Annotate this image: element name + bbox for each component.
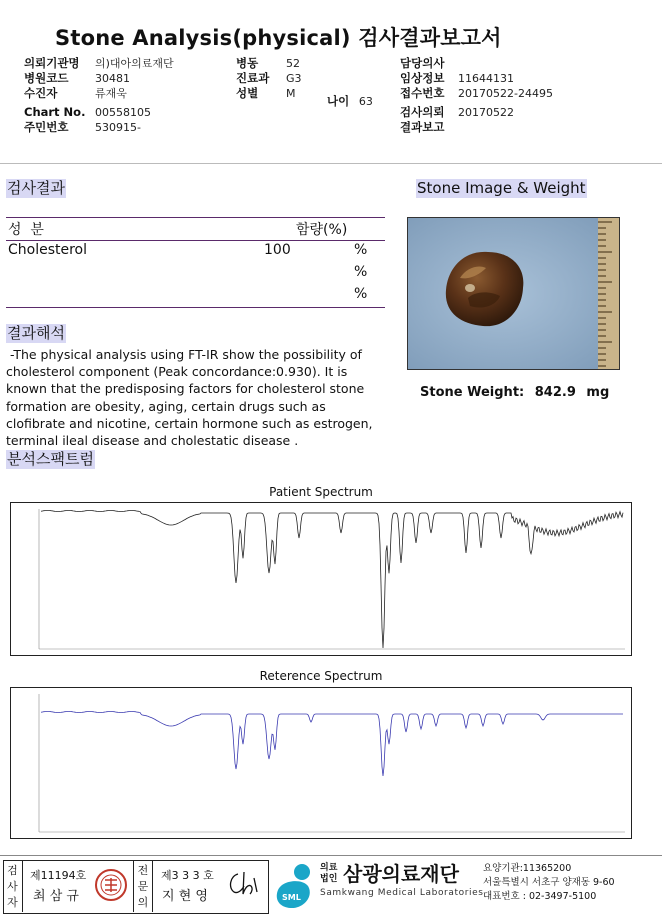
amount-col-header: 함량(%) xyxy=(296,222,348,238)
weight-label: Stone Weight: xyxy=(420,385,525,400)
header-bottom-rule xyxy=(0,163,662,164)
col3-row xyxy=(400,71,553,86)
col2-value: M xyxy=(286,87,296,100)
specialist-label-1: 전 xyxy=(137,864,149,877)
col3-value: 20170522-24495 xyxy=(458,87,553,100)
specialist-signature xyxy=(224,866,260,904)
col2-row xyxy=(236,71,302,86)
interpretation-line: known that the predisposing factors for cholesterol stone xyxy=(6,381,365,397)
result-table-top-rule xyxy=(6,217,385,218)
logo-text: SML xyxy=(282,893,301,902)
patient-spectrum-title: Patient Spectrum xyxy=(269,485,373,499)
org-prefix-2: 법인 xyxy=(320,874,338,884)
col3-row xyxy=(400,120,553,135)
report-title: Stone Analysis(physical) 검사결과보고서 xyxy=(55,26,502,50)
interpretation-heading: 결과해석 xyxy=(7,324,65,342)
org-info xyxy=(483,862,615,904)
col1-label: 의뢰기관명 xyxy=(24,56,80,70)
org-info-line: 대표번호 : 02-3497-5100 xyxy=(483,891,597,902)
col1-value: 530915- xyxy=(95,121,141,134)
col1-row xyxy=(24,56,174,71)
col3-label: 결과보고 xyxy=(400,120,445,134)
inspector-number: 제11194호 xyxy=(30,869,87,882)
specialist-label xyxy=(133,860,153,912)
inspector-label-1: 검 xyxy=(7,864,18,877)
org-info-line: 요양기관:11365200 xyxy=(483,863,572,874)
org-name: 삼광의료재단 xyxy=(343,862,459,886)
stone-weight xyxy=(420,385,609,400)
sml-logo-icon xyxy=(272,860,316,912)
weight-value: 842.9 xyxy=(534,385,576,400)
interpretation-text xyxy=(6,346,406,449)
col3-row xyxy=(400,105,553,120)
org-prefix-1: 의료 xyxy=(320,863,338,873)
specialist-name: 지 현 영 xyxy=(162,889,208,904)
specialist-label-3: 의 xyxy=(137,896,149,909)
col1-row xyxy=(24,86,174,101)
inspector-label-3: 자 xyxy=(7,896,18,909)
age-label: 나이 xyxy=(327,94,350,108)
interpretation-line: terminal ileal disease and cholestatic disease . xyxy=(6,433,299,449)
col3-value: 20170522 xyxy=(458,106,514,119)
col1-label: 수진자 xyxy=(24,86,58,100)
sml-logo xyxy=(272,860,316,916)
result-component: Cholesterol xyxy=(8,242,88,258)
col1-label: 병원코드 xyxy=(24,71,69,85)
col3-label: 담당의사 xyxy=(400,56,445,70)
signature-icon xyxy=(224,866,260,900)
col3-row xyxy=(400,56,553,71)
result-heading: 검사결과 xyxy=(7,179,65,197)
org-prefix xyxy=(320,863,337,885)
age-value: 63 xyxy=(358,95,373,108)
specialist-number: 제3 3 3 호 xyxy=(161,869,214,882)
col2-value: 52 xyxy=(286,57,300,70)
result-unit: % xyxy=(354,264,368,280)
header-col3 xyxy=(400,56,553,135)
col1-value: 의)대아의료재단 xyxy=(95,57,174,70)
inspector-name: 최 삼 규 xyxy=(33,889,79,904)
col1-value: 30481 xyxy=(95,72,130,85)
col1-row xyxy=(24,71,174,86)
interpretation-line: formation are obesity, aging, certain drugs such as xyxy=(6,398,326,414)
col3-value: 11644131 xyxy=(458,72,514,85)
col2-label: 성별 xyxy=(236,86,259,100)
spectrum-heading: 분석스팩트럼 xyxy=(7,450,94,468)
col2-row xyxy=(236,86,302,101)
col1-value: 00558105 xyxy=(95,106,151,119)
specialist-label-2: 문 xyxy=(137,880,149,893)
footer-rule xyxy=(0,855,662,856)
org-english-name: Samkwang Medical Laboratories xyxy=(320,888,484,898)
col1-value: 류재욱 xyxy=(95,87,127,100)
inspector-seal xyxy=(94,868,128,906)
col2-value: G3 xyxy=(286,72,302,85)
col3-row xyxy=(400,86,553,101)
col1-row xyxy=(24,120,174,135)
header-age xyxy=(327,94,373,109)
component-col-header: 성 분 xyxy=(8,222,44,238)
result-unit: % xyxy=(354,242,368,258)
image-heading: Stone Image & Weight xyxy=(417,179,586,197)
col3-label: 임상정보 xyxy=(400,71,445,85)
result-table-header-rule xyxy=(6,240,385,241)
col1-row xyxy=(24,105,174,120)
seal-icon xyxy=(94,868,128,902)
stone-photo-svg xyxy=(408,218,619,369)
col3-label: 검사의뢰 xyxy=(400,105,445,119)
reference-spectrum-title: Reterence Spectrum xyxy=(259,669,383,683)
col1-label: Chart No. xyxy=(24,105,86,119)
col2-label: 진료과 xyxy=(236,71,270,85)
col2-row xyxy=(236,56,302,71)
org-info-line: 서울특별시 서초구 양재동 9-60 xyxy=(483,877,615,888)
col2-label: 병동 xyxy=(236,56,259,70)
inspector-label xyxy=(3,860,23,912)
inspector-label-2: 사 xyxy=(7,880,18,893)
interpretation-line: clofibrate and nicotine, certain hormone such as estrogen, xyxy=(6,415,373,431)
col3-label: 접수번호 xyxy=(400,86,445,100)
weight-unit: mg xyxy=(586,385,610,400)
result-table-bottom-rule xyxy=(6,307,385,308)
interpretation-line: cholesterol component (Peak concordance:0.930). It is xyxy=(6,364,348,380)
result-amount: 100 xyxy=(264,242,291,258)
col1-label: 주민번호 xyxy=(24,120,69,134)
stone-photo xyxy=(407,217,620,370)
header-col1 xyxy=(24,56,174,135)
reference-spectrum-svg xyxy=(11,688,631,838)
header-col2 xyxy=(236,56,302,101)
result-unit: % xyxy=(354,286,368,302)
reference-spectrum-plot xyxy=(10,687,632,839)
patient-spectrum-svg xyxy=(11,503,631,655)
patient-spectrum-plot xyxy=(10,502,632,656)
interpretation-line: -The physical analysis using FT-IR show the possibility of xyxy=(6,347,362,362)
